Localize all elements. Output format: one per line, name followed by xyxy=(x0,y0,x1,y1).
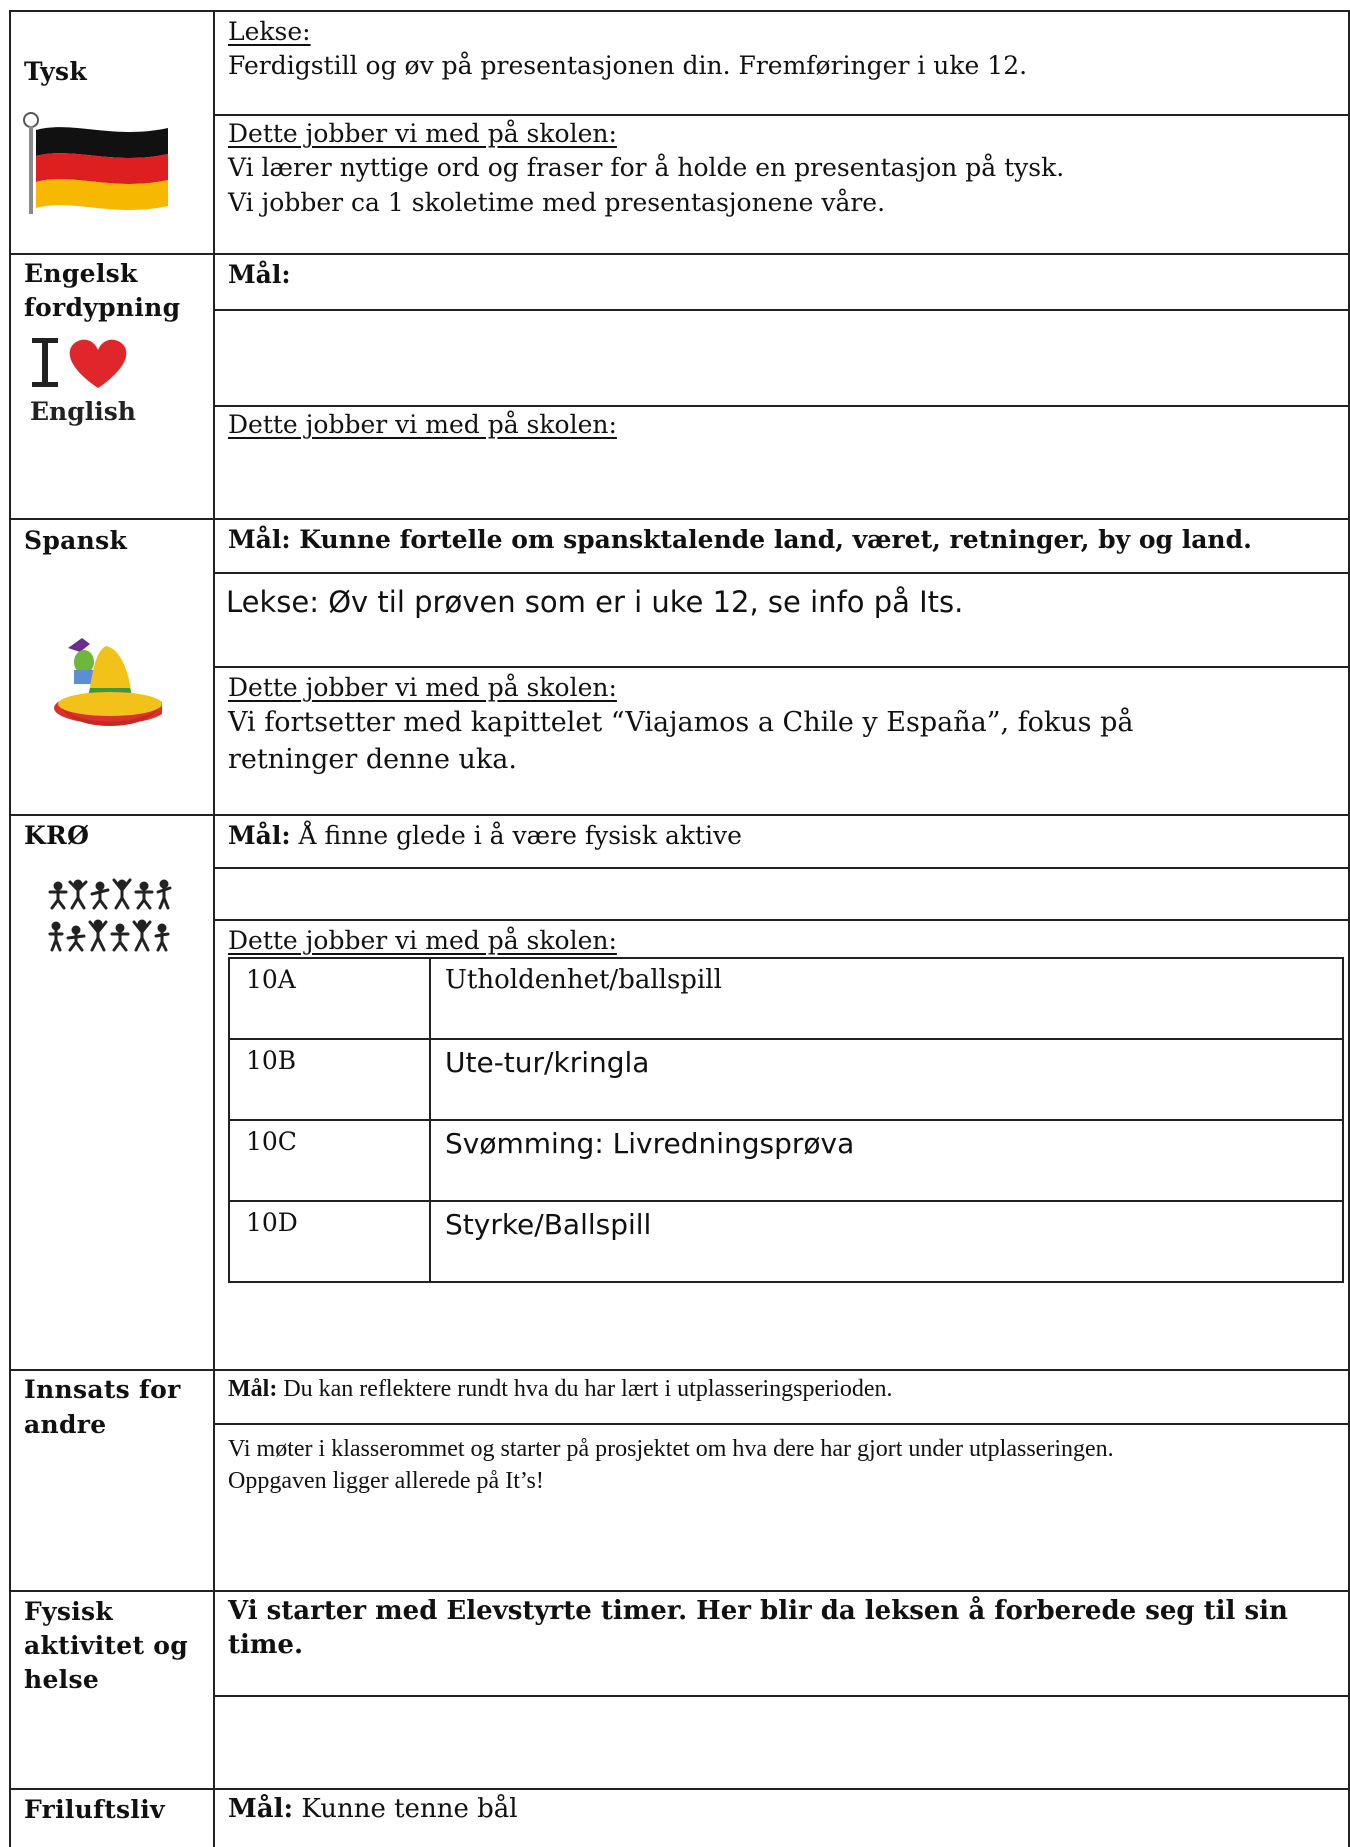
innsats-text-line-2: Oppgaven ligger allerede på It’s! xyxy=(228,1468,544,1494)
innsats-goal-text: Du kan reflektere rundt hva du har lært i utplasseringsperioden. xyxy=(277,1376,893,1402)
fysisk-inner-divider xyxy=(213,1695,1350,1697)
activity-cell: Ute-tur/kringla xyxy=(430,1039,1343,1120)
tysk-school-line-2: Vi jobber ca 1 skoletime med presentasjonene våre. xyxy=(228,188,886,217)
activity-cell: Styrke/Ballspill xyxy=(430,1201,1343,1282)
table-row xyxy=(229,958,1343,1039)
subject-label-friluftsliv: Friluftsliv xyxy=(24,1795,165,1824)
fysisk-text-line-2: time. xyxy=(228,1630,303,1660)
row-divider-friluftsliv xyxy=(9,1788,1350,1790)
class-cell: 10C xyxy=(229,1120,430,1201)
row-divider-fysisk xyxy=(9,1590,1350,1592)
subject-label-innsats-line-1: Innsats for xyxy=(24,1375,181,1404)
row-divider-engelsk xyxy=(9,253,1350,255)
row-divider-kro xyxy=(9,814,1350,816)
subject-label-tysk: Tysk xyxy=(24,57,87,86)
innsats-text-line-1: Vi møter i klasserommet og starter på prosjektet om hva dere har gjort under utplasseringen. xyxy=(228,1436,1114,1462)
subject-label-kro: KRØ xyxy=(24,821,90,850)
tysk-school-line-1: Vi lærer nyttige ord og fraser for å holde en presentasjon på tysk. xyxy=(228,153,1065,182)
tysk-lekse-heading: Lekse: xyxy=(228,17,311,46)
spansk-inner-divider-2 xyxy=(213,666,1350,668)
kro-inner-divider-1 xyxy=(213,867,1350,869)
activity-cell: Utholdenhet/ballspill xyxy=(430,958,1343,1039)
tysk-lekse-text: Ferdigstill og øv på presentasjonen din. Fremføringer i uke 12. xyxy=(228,51,1028,80)
column-divider xyxy=(213,10,215,1847)
friluftsliv-goal-label: Mål: xyxy=(228,1794,294,1824)
german-flag-icon xyxy=(18,110,174,216)
sombrero-icon xyxy=(50,628,162,740)
class-cell: 10D xyxy=(229,1201,430,1282)
friluftsliv-goal xyxy=(228,1792,1350,1827)
subject-label-spansk: Spansk xyxy=(24,526,128,555)
row-divider-spansk xyxy=(9,518,1350,520)
spansk-lekse: Lekse: Øv til prøven som er i uke 12, se info på Its. xyxy=(226,585,964,619)
outer-left-border xyxy=(9,10,11,1847)
table-row xyxy=(229,1120,1343,1201)
subject-label-fysisk-line-2: aktivitet og xyxy=(24,1631,189,1660)
dancing-people-icon xyxy=(48,878,172,958)
engelsk-goal: Mål: xyxy=(228,260,291,289)
subject-label-engelsk-line-2: fordypning xyxy=(24,293,181,322)
spansk-school-line-2: retninger denne uka. xyxy=(228,744,517,775)
spansk-school-heading: Dette jobber vi med på skolen: xyxy=(228,673,617,702)
class-cell: 10B xyxy=(229,1039,430,1120)
class-cell: 10A xyxy=(229,958,430,1039)
kro-goal xyxy=(228,818,1350,853)
engelsk-inner-divider-1 xyxy=(213,309,1350,311)
table-row xyxy=(229,1201,1343,1282)
engelsk-school-heading: Dette jobber vi med på skolen: xyxy=(228,410,617,439)
table-row xyxy=(229,1039,1343,1120)
activity-cell: Svømming: Livredningsprøva xyxy=(430,1120,1343,1201)
kro-inner-divider-2 xyxy=(213,919,1350,921)
innsats-inner-divider xyxy=(213,1423,1350,1425)
innsats-goal-label: Mål: xyxy=(228,1376,278,1402)
english-logo-text: English xyxy=(30,397,136,426)
kro-goal-label: Mål: xyxy=(228,821,291,850)
kro-goal-text: Å finne glede i å være fysisk aktive xyxy=(290,821,742,850)
subject-label-engelsk-line-1: Engelsk xyxy=(24,259,138,288)
i-heart-icon xyxy=(28,336,138,394)
row-divider-innsats xyxy=(9,1369,1350,1371)
subject-label-innsats-line-2: andre xyxy=(24,1410,107,1439)
top-border xyxy=(9,10,1350,12)
tysk-school-heading: Dette jobber vi med på skolen: xyxy=(228,119,617,148)
i-love-english-icon xyxy=(28,336,138,428)
subject-label-fysisk-line-3: helse xyxy=(24,1665,100,1694)
kro-school-heading: Dette jobber vi med på skolen: xyxy=(228,926,617,955)
innsats-goal xyxy=(228,1372,1350,1407)
kro-class-table xyxy=(228,957,1344,1283)
spansk-inner-divider-1 xyxy=(213,572,1350,574)
subject-label-fysisk-line-1: Fysisk xyxy=(24,1597,114,1626)
spansk-school-line-1: Vi fortsetter med kapittelet “Viajamos a Chile y España”, fokus på xyxy=(228,707,1134,738)
spansk-goal: Mål: Kunne fortelle om spansktalende land, været, retninger, by og land. xyxy=(228,525,1252,554)
friluftsliv-goal-text: Kunne tenne bål xyxy=(293,1794,518,1824)
fysisk-text-line-1: Vi starter med Elevstyrte timer. Her blir da leksen å forberede seg til sin xyxy=(228,1596,1288,1626)
